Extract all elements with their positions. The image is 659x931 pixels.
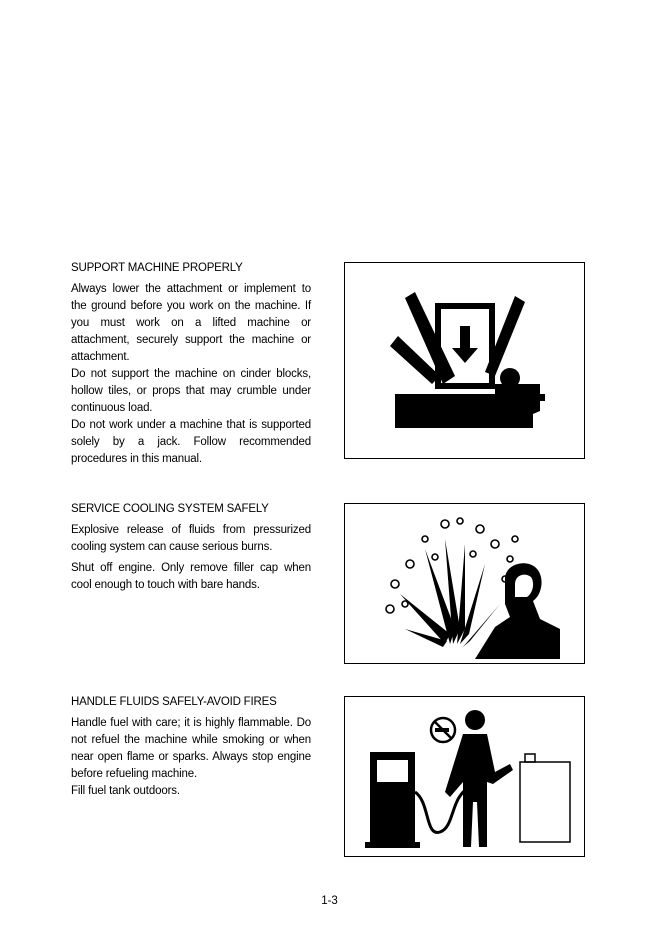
section-support-machine (71, 262, 311, 468)
figure-refueling (344, 696, 585, 857)
paragraph: Shut off engine. Only remove filler cap when cool enough to touch with bare hands. (71, 562, 311, 591)
figure-cooling-burn (344, 503, 585, 664)
section-handle-fluids (71, 696, 311, 800)
crush-hazard-icon (365, 276, 565, 446)
section-heading: HANDLE FLUIDS SAFELY-AVOID FIRES (71, 696, 277, 708)
refuel-no-smoking-icon (355, 702, 575, 852)
section-heading: SUPPORT MACHINE PROPERLY (71, 262, 243, 274)
paragraph: Handle fuel with care; it is highly flammable. Do not refuel the machine while smoking or when near open flame or sparks. Always stop engine before refueling machine. (71, 717, 311, 780)
paragraph: Always lower the attachment or implement to the ground before you work on the machine. If you must work on a lifted machine or attachment, securely support the machine or attachment. (71, 283, 311, 363)
paragraph: Do not support the machine on cinder blocks, hollow tiles, or props that may crumble under continuous load. (71, 368, 311, 414)
section-heading: SERVICE COOLING SYSTEM SAFELY (71, 503, 269, 515)
pressurized-fluid-burn-icon (365, 509, 565, 659)
figure-crush-hazard (344, 262, 585, 459)
section-cooling-system (71, 503, 311, 594)
paragraph: Explosive release of fluids from pressurized cooling system can cause serious burns. (71, 524, 311, 553)
paragraph: Do not work under a machine that is supported solely by a jack. Follow recommended procedures in this manual. (71, 419, 311, 465)
paragraph: Fill fuel tank outdoors. (71, 785, 180, 797)
page-number: 1-3 (321, 895, 338, 907)
